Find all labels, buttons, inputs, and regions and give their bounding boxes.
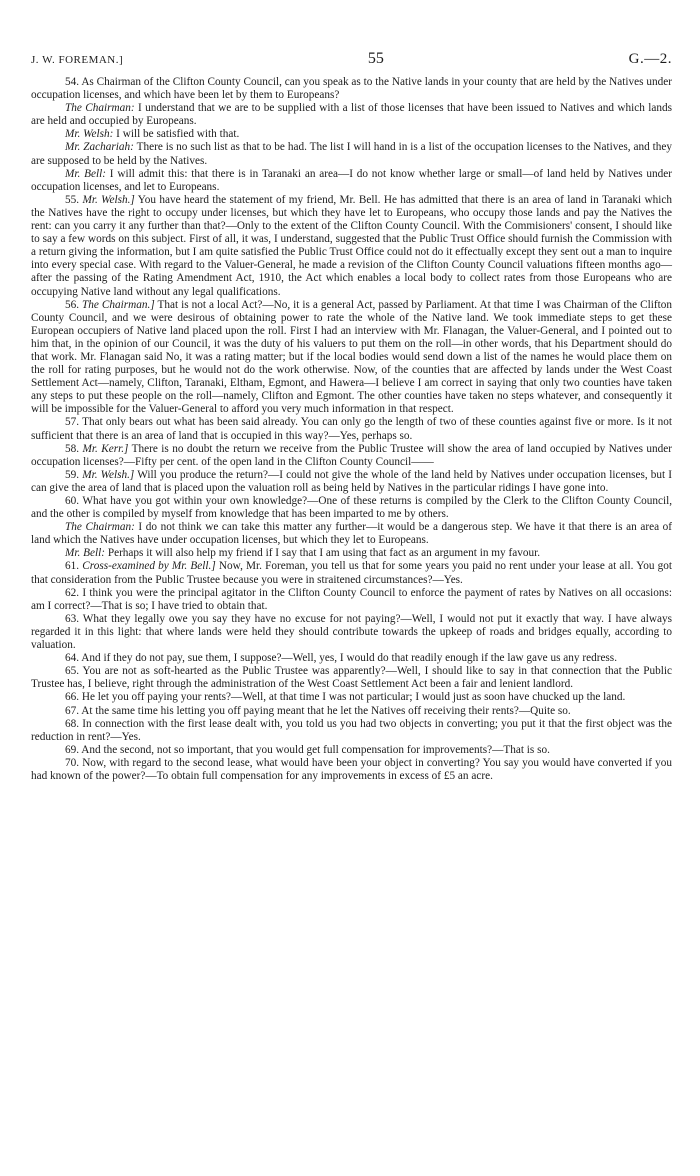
question-number: 63. [65,612,80,625]
paragraph-text: And the second, not so important, that you would get full compensation for improvements?—That is so. [81,743,550,756]
speaker-name: Mr. Bell: [65,547,105,560]
testimony-paragraph [31,168,672,194]
testimony-paragraph [31,521,672,547]
paragraph-text: What they legally owe you say they have no excuse for not paying?—Well, I would not put it exactly that way. I have always regarded it in this light: that where lands were held they should contribute towards the upkeep of roads and bridges equally, according to valuation. [31,612,673,652]
question-number: 69. [65,743,80,756]
paragraph-text: As Chairman of the Clifton County Council, can you speak as to the Native lands in your county that are held by the Natives under occupation licenses, and which have been let by them to Europeans? [31,76,672,102]
paragraph-text: Now, with regard to the second lease, what would have been your object in converting? You say you would have converted if you had known of the power?—To obtain full compensation for any improvements in excess of £5 an acre. [31,756,673,782]
speaker-name: Mr. Kerr.] [82,442,129,455]
question-number: 55. [65,193,80,206]
speaker-name: Mr. Welsh.] [82,193,135,206]
testimony-paragraph [31,718,672,744]
testimony-paragraph [31,416,672,442]
paragraph-text: That only bears out what has been said already. You can only go the length of two of these counties against five or more. Is it not sufficient that there is an area of land that is occupied in this way?—Yes, perhaps so. [31,416,672,442]
paragraph-text: Will you produce the return?—I could not give the whole of the land held by Natives under occupation licenses, but I can give the area of land that is placed upon the valuation roll as being held by Natives in the particular ridings I have gone into. [31,468,673,494]
testimony-paragraph [31,194,672,299]
page-header [31,50,672,68]
question-number: 70. [65,756,80,769]
paragraph-text: There is no such list as that to be had. The list I will hand in is a list of the occupation licenses to the Natives, and they are supposed to be held by the Natives. [31,141,672,167]
paragraph-text: You are not as soft-hearted as the Public Trustee was apparently?—Well, I should like to say in that connection that the Public Trustee has, I believe, right through the administration of the West Coast Settlement Act been a fair and lenient landlord. [31,665,672,691]
speaker-name: Cross-examined by Mr. Bell.] [82,560,216,573]
testimony-body [31,76,672,783]
paragraph-text: At the same time his letting you off paying meant that he let the Natives off receiving their rents?—Quite so. [81,704,571,717]
testimony-paragraph [31,469,672,495]
paragraph-text: He let you off paying your rents?—Well, at that time I was not particular; I would just as soon have chucked up the land. [81,691,626,704]
paragraph-text: And if they do not pay, sue them, I suppose?—Well, yes, I would do that readily enough if the law gave us any redress. [81,652,618,665]
witness-name: J. W. FOREMAN.] [31,54,124,66]
paragraph-text: Now, Mr. Foreman, you tell us that for some years you paid no rent under your lease at all. You got that consideration from the Public Trustee because you were in straitened circumstances?—Yes. [31,560,673,586]
testimony-paragraph [31,652,672,665]
testimony-paragraph [31,128,672,141]
question-number: 67. [65,704,80,717]
question-number: 65. [65,665,80,678]
testimony-paragraph [31,76,672,102]
testimony-paragraph [31,613,672,652]
question-number: 56. [65,298,80,311]
speaker-name: Mr. Welsh.] [82,468,135,481]
testimony-paragraph [31,744,672,757]
question-number: 54. [65,76,80,88]
question-number: 59. [65,468,80,481]
testimony-paragraph [31,560,672,586]
speaker-name: The Chairman: [65,102,135,115]
question-number: 64. [65,652,80,665]
paragraph-text: I will admit this: that there is in Taranaki an area—I do not know whether large or small—of land held by Natives under occupation licenses, and let to Europeans. [31,167,673,193]
paragraph-text: Perhaps it will also help my friend if I say that I am using that fact as an argument in my favour. [107,547,541,560]
paragraph-text: I think you were the principal agitator in the Clifton County Council to enforce the payment of rates by Natives on all occasions: am I correct?—That is so; I have tried to obtain that. [31,586,673,612]
paragraph-text: What have you got within your own knowledge?—One of these returns is compiled by the Clerk to the Clifton County Council, and the other is compiled by myself from knowledge that has been imparted to me by others. [31,495,673,521]
speaker-name: Mr. Zachariah: [65,141,134,154]
testimony-paragraph [31,102,672,128]
question-number: 57. [65,416,80,429]
paragraph-text: I will be satisfied with that. [116,128,240,141]
testimony-paragraph [31,495,672,521]
testimony-paragraph [31,547,672,560]
testimony-paragraph [31,443,672,469]
paragraph-text: I understand that we are to be supplied with a list of those licenses that have been issued to Natives and which lands are held and occupied by Europeans. [31,102,672,128]
paragraph-text: In connection with the first lease dealt with, you told us you had two objects in converting; you put it that the first object was the reduction in rent?—Yes. [31,717,672,743]
paragraph-text: That is not a local Act?—No, it is a general Act, passed by Parliament. At that time I was Chairman of the Clifton County Council, and we were desirous of obtaining power to rate the whole of the Native land. We took immediate steps to get these European occupiers of Native land placed upon the roll. First I had an interview with Mr. Flanagan, the Valuer-General, and I pointed out to him that, in the opinion of our Council, it was the duty of his valuers to put them on the roll—in other words, that his Department should do that work. Mr. Flanagan said No, it was a rating matter; but if the local bodies would send down a list of the names he would place them on the roll for rating purposes, but he would not do the work otherwise. Now, of the counties that are affected by lands under the West Coast Settlement Act—namely, Clifton, Taranaki, Eltham, Egmont, and Hawera—I believe I am correct in saying that only two counties have taken any steps to put these people on the roll—namely, Clifton and Egmont. The other counties have taken no steps whatever, and consequently it will be impossible for the Valuer-General to afford you very much information in that respect. [31,298,673,416]
speaker-name: The Chairman.] [82,298,155,311]
question-number: 66. [65,691,80,704]
testimony-paragraph [31,757,672,783]
testimony-paragraph [31,691,672,704]
testimony-paragraph [31,299,672,417]
question-number: 58. [65,442,80,455]
speaker-name: Mr. Bell: [65,167,106,180]
speaker-name: Mr. Welsh: [65,128,114,141]
paragraph-text: You have heard the statement of my friend, Mr. Bell. He has admitted that there is an area of land in Taranaki which the Natives have the right to occupy under licenses, but which they have let to Europeans, who occupy those lands and pay the Natives the rent: can you carry it any further than that?—Only to the extent of the Clifton County Council. With the Commisioners' consent, I should like to say a few words on this subject. First of all, it was, I understand, suggested that the Public Trust Office should furnish the Commission with a return giving the information, but I am quite satisfied the Public Trust Office could not do it effectually except they sent out a man to inquire into every special case. With regard to the Valuer-General, he made a revision of the Clifton County Council valuations fifteen months ago—after the passing of the Rating Amendment Act, 1910, the Act which enables a local body to collect rates from those Europeans who are occupying Native land without any legal qualifications. [31,193,673,298]
paragraph-text: I do not think we can take this matter any further—it would be a dangerous step. We have it that there is an area of land which the Natives have under occupation licenses, but which they let to Europeans. [31,521,673,547]
question-number: 61. [65,560,80,573]
question-number: 60. [65,495,80,507]
testimony-paragraph [31,141,672,167]
testimony-paragraph [31,665,672,691]
question-number: 68. [65,717,80,730]
testimony-paragraph [31,587,672,613]
speaker-name: The Chairman: [65,521,135,534]
paper-reference: G.—2. [628,51,672,67]
page-number: 55 [367,50,384,67]
paragraph-text: There is no doubt the return we receive from the Public Trustee will show the area of land occupied by Natives under occupation licenses?—Fifty per cent. of the open land in the Clifton County Council—— [31,442,673,468]
question-number: 62. [65,586,80,599]
testimony-paragraph [31,705,672,718]
